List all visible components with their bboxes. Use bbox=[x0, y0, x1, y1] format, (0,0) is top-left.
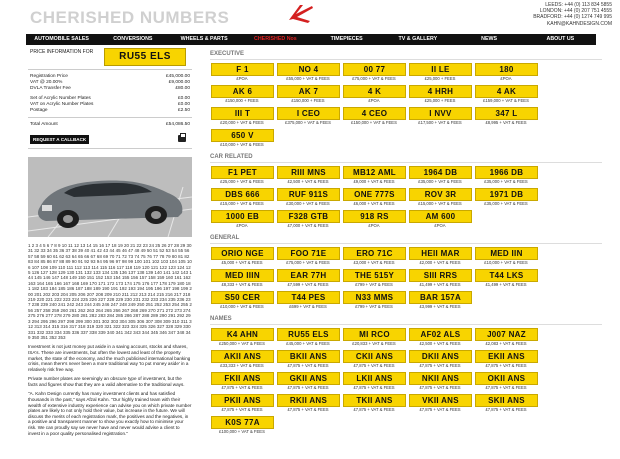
plate-listing[interactable] bbox=[474, 84, 540, 106]
number-plate[interactable]: AK 7 bbox=[277, 85, 340, 98]
cost-value: £0.00 bbox=[177, 102, 190, 107]
plate-listing[interactable] bbox=[210, 62, 276, 84]
plate-listing[interactable] bbox=[276, 290, 342, 312]
plate-listing[interactable] bbox=[210, 371, 276, 393]
cost-value: £2.50 bbox=[177, 108, 190, 113]
nav-tv-gallery[interactable]: TV & GALLERY bbox=[398, 36, 438, 42]
plate-listing[interactable] bbox=[408, 106, 474, 128]
paragraph: Investment is not just money put aside in a saving account, stocks and shares, ISA's. These are investments, but often the lowest and least of the property market, the state of the economy, and the much publicised international banking crisis, mean there's never been a more traditional way 'to put money aside' in a relatively risk free way. bbox=[28, 344, 191, 372]
number-plate[interactable]: K4 AHN bbox=[211, 328, 274, 341]
plate-listing[interactable] bbox=[276, 371, 342, 393]
printer-icon[interactable] bbox=[178, 135, 186, 142]
number-plate[interactable]: SIII RRS bbox=[409, 269, 472, 282]
plate-listing[interactable] bbox=[408, 165, 474, 187]
number-plate[interactable]: AF02 ALS bbox=[409, 328, 472, 341]
plate-price: £33,333 + VAT & FEES bbox=[220, 363, 264, 368]
plate-price: £7,875 + VAT & FEES bbox=[221, 407, 263, 412]
number-plate[interactable]: T44 PES bbox=[277, 291, 340, 304]
cost-label: Postage bbox=[30, 108, 48, 113]
grid-spacer bbox=[540, 84, 606, 106]
cost-label: Set of Acrylic Number Plates bbox=[30, 96, 91, 101]
plate-listing[interactable] bbox=[276, 349, 342, 371]
plate-price: £20,833 + VAT & FEES bbox=[352, 341, 396, 346]
plate-listing[interactable] bbox=[210, 268, 276, 290]
plate-listing[interactable] bbox=[210, 165, 276, 187]
cost-value: £45,000.00 bbox=[165, 74, 190, 79]
grid-spacer bbox=[540, 62, 606, 84]
plate-listing[interactable] bbox=[408, 246, 474, 268]
plate-price: £25,000 + FEES bbox=[424, 76, 456, 81]
plate-price: £6,000 + VAT & FEES bbox=[353, 201, 395, 206]
number-plate[interactable]: MED IIN bbox=[475, 247, 538, 260]
plate-listing[interactable] bbox=[276, 106, 342, 128]
number-plate[interactable]: I CEO bbox=[277, 107, 340, 120]
number-plate[interactable]: 00 77 bbox=[343, 63, 406, 76]
number-plate[interactable]: FKII ANS bbox=[211, 372, 274, 385]
number-plate[interactable]: RUF 911S bbox=[277, 188, 340, 201]
plate-price: £2,000 + VAT & FEES bbox=[419, 260, 461, 265]
plate-price: £5,000 + VAT & FEES bbox=[221, 260, 263, 265]
plate-listing[interactable] bbox=[342, 371, 408, 393]
plate-price: £699 + VAT & FEES bbox=[289, 304, 327, 309]
contact-email[interactable]: KAHN@KAHNDESIGN.COM bbox=[546, 20, 612, 27]
plate-listing[interactable] bbox=[474, 62, 540, 84]
plate-listing[interactable] bbox=[210, 393, 276, 415]
plate-listing[interactable] bbox=[474, 349, 540, 371]
plate-listing[interactable] bbox=[474, 268, 540, 290]
plate-listing[interactable] bbox=[342, 62, 408, 84]
number-plate[interactable]: MI RCO bbox=[343, 328, 406, 341]
plate-listing[interactable] bbox=[210, 187, 276, 209]
cost-label: VAT on Acrylic Number Plates bbox=[30, 102, 94, 107]
plate-price: £15,000 + VAT & FEES bbox=[418, 201, 462, 206]
plate-listing[interactable] bbox=[408, 187, 474, 209]
plate-price: £30,000 + VAT & FEES bbox=[286, 201, 330, 206]
number-plate[interactable]: RU55 ELS bbox=[277, 328, 340, 341]
number-plate[interactable]: LKII ANS bbox=[343, 372, 406, 385]
nav-conversions[interactable]: CONVERSIONS bbox=[113, 36, 153, 42]
grid-spacer bbox=[540, 165, 606, 187]
left-column bbox=[28, 47, 192, 436]
plate-listing[interactable] bbox=[408, 349, 474, 371]
plate-price: £150,000 + VAT & FEES bbox=[351, 120, 397, 125]
contact-info bbox=[533, 2, 612, 27]
plate-price: £8,995 + VAT & FEES bbox=[485, 120, 527, 125]
plate-price: £7,875 + VAT & FEES bbox=[287, 407, 329, 412]
plate-price: £250,000 + VAT & FEES bbox=[219, 341, 265, 346]
plate-grid bbox=[210, 62, 602, 150]
plate-price: £150,000 + FEES bbox=[291, 98, 325, 103]
plate-listing[interactable] bbox=[210, 128, 276, 150]
number-plate[interactable]: 1964 DB bbox=[409, 166, 472, 179]
number-plate[interactable]: CKII ANS bbox=[343, 350, 406, 363]
cost-value: £0.00 bbox=[177, 96, 190, 101]
price-info-header bbox=[28, 47, 192, 70]
plate-grid bbox=[210, 165, 602, 231]
plate-grid bbox=[210, 246, 602, 312]
plate-listing[interactable] bbox=[342, 349, 408, 371]
plate-price: £150,000 + FEES bbox=[225, 98, 259, 103]
plate-price: £159,000 + VAT & FEES bbox=[483, 98, 529, 103]
number-plate[interactable]: 1971 DB bbox=[475, 188, 538, 201]
section-title-general: GENERAL bbox=[210, 234, 602, 244]
site-logo[interactable]: CHERISHED NUMBERS bbox=[30, 8, 230, 27]
plate-listing[interactable] bbox=[408, 209, 474, 231]
plate-price: £3,999 + VAT & FEES bbox=[419, 304, 461, 309]
number-plate[interactable]: NO 4 bbox=[277, 63, 340, 76]
number-plate[interactable]: III T bbox=[211, 107, 274, 120]
plate-listing[interactable] bbox=[210, 327, 276, 349]
cost-breakdown bbox=[28, 74, 192, 92]
number-plate[interactable]: 4 K bbox=[343, 85, 406, 98]
number-plate[interactable]: 4 AK bbox=[475, 85, 538, 98]
number-plate[interactable]: PKII ANS bbox=[211, 394, 274, 407]
section-title-executive: EXECUTIVE bbox=[210, 50, 602, 60]
plate-listing[interactable] bbox=[276, 393, 342, 415]
plate-listing[interactable] bbox=[408, 268, 474, 290]
cost-label: DVLA Transfer Fee bbox=[30, 86, 71, 91]
plate-listing[interactable] bbox=[342, 246, 408, 268]
price-info-label: PRICE INFORMATION FOR bbox=[30, 49, 94, 55]
selected-plate: RU55 ELS bbox=[104, 48, 186, 66]
number-plate[interactable]: SKII ANS bbox=[475, 394, 538, 407]
plate-listing[interactable] bbox=[474, 327, 540, 349]
plate-costs bbox=[28, 96, 192, 114]
car-photo bbox=[28, 157, 192, 237]
number-plate[interactable]: NKII ANS bbox=[409, 372, 472, 385]
plate-price: £375,000 + VAT & FEES bbox=[285, 120, 331, 125]
plate-price: £20,000 + VAT & FEES bbox=[220, 120, 264, 125]
plate-price: £10,000 + VAT & FEES bbox=[220, 142, 264, 147]
plate-price: £799 + VAT & FEES bbox=[355, 304, 393, 309]
plate-price: £17,500 + VAT & FEES bbox=[418, 120, 462, 125]
number-plate[interactable]: N33 MMS bbox=[343, 291, 406, 304]
plate-price: £POA bbox=[434, 223, 446, 228]
number-plate[interactable]: ORIO NGE bbox=[211, 247, 274, 260]
plate-listing[interactable] bbox=[210, 84, 276, 106]
paragraph: Private number plates are seemingly an obscure type of investment, but the facts and figures show that they are a valid alternative to the traditional ways. bbox=[28, 376, 185, 387]
plate-price: £100,000 + VAT & FEES bbox=[219, 429, 265, 434]
plate-price: £7,875 + VAT & FEES bbox=[419, 385, 461, 390]
plate-listing[interactable] bbox=[210, 415, 276, 437]
cost-value: £9,000.00 bbox=[168, 80, 190, 85]
number-plate[interactable]: 1966 DB bbox=[475, 166, 538, 179]
number-plate[interactable]: I NVV bbox=[409, 107, 472, 120]
cost-label: VAT @ 20.00% bbox=[30, 80, 63, 85]
plate-listing[interactable] bbox=[342, 84, 408, 106]
number-plate[interactable]: HEII MAR bbox=[409, 247, 472, 260]
total-label: Total Amount bbox=[30, 122, 58, 127]
grid-spacer bbox=[540, 327, 606, 349]
investment-text bbox=[28, 344, 192, 436]
number-plate[interactable]: MED IIIN bbox=[211, 269, 274, 282]
nav-about-us[interactable]: ABOUT US bbox=[546, 36, 575, 42]
plate-listing[interactable] bbox=[408, 290, 474, 312]
number-plate[interactable]: MB12 AML bbox=[343, 166, 406, 179]
plate-price: £7,875 + VAT & FEES bbox=[485, 363, 527, 368]
number-plate[interactable]: II LE bbox=[409, 63, 472, 76]
plate-listing[interactable] bbox=[474, 371, 540, 393]
plate-listing[interactable] bbox=[342, 268, 408, 290]
plate-listing[interactable] bbox=[276, 84, 342, 106]
plate-listing[interactable] bbox=[342, 393, 408, 415]
number-plate[interactable]: OKII ANS bbox=[475, 372, 538, 385]
plates-listing bbox=[210, 50, 602, 440]
number-plate[interactable]: ERO 71C bbox=[343, 247, 406, 260]
plate-price: £7,875 + VAT & FEES bbox=[287, 363, 329, 368]
plate-listing[interactable] bbox=[408, 371, 474, 393]
plate-price: £7,599 + VAT & FEES bbox=[287, 282, 329, 287]
number-plate[interactable]: 4 HRH bbox=[409, 85, 472, 98]
number-plate[interactable]: THE 515Y bbox=[343, 269, 406, 282]
plate-listing[interactable] bbox=[408, 327, 474, 349]
number-plate[interactable]: AKII ANS bbox=[211, 350, 274, 363]
number-plate[interactable]: EAR 77H bbox=[277, 269, 340, 282]
plate-listing[interactable] bbox=[474, 106, 540, 128]
number-plate[interactable]: FOO 71E bbox=[277, 247, 340, 260]
plate-price: £7,875 + VAT & FEES bbox=[353, 407, 395, 412]
number-plate[interactable]: 347 L bbox=[475, 107, 538, 120]
grid-spacer bbox=[540, 187, 606, 209]
nav-wheels-parts[interactable]: WHEELS & PARTS bbox=[180, 36, 228, 42]
number-plate[interactable]: 918 RS bbox=[343, 210, 406, 223]
plate-price: £25,000 + FEES bbox=[424, 98, 456, 103]
plate-listing[interactable] bbox=[342, 187, 408, 209]
plate-listing[interactable] bbox=[474, 187, 540, 209]
number-plate[interactable]: BKII ANS bbox=[277, 350, 340, 363]
plate-price: £35,000 + VAT & FEES bbox=[484, 201, 528, 206]
plate-price: £7,875 + VAT & FEES bbox=[419, 407, 461, 412]
number-plate[interactable]: F 1 bbox=[211, 63, 274, 76]
plate-price: £1,499 + VAT & FEES bbox=[419, 282, 461, 287]
plate-price: £35,000 + VAT & FEES bbox=[484, 179, 528, 184]
plate-price: £8,333 + VAT & FEES bbox=[221, 282, 263, 287]
plate-listing[interactable] bbox=[408, 62, 474, 84]
grid-spacer bbox=[540, 371, 606, 393]
pagination[interactable]: 1 2 3 4 5 6 7 8 9 10 11 12 13 14 15 16 17 18 19 20 21 22 23 24 25 26 27 28 29 30 31 32 33 34 35 36 37 38 39 40 41 42 43 44 45 46 47 48 49 50 51 52 53 54 55 56 57 58 59 60 61 62 63 64 65 66 67 68 69 70 71 72 73 74 75 76 77 78 79 80 81 82 83 84 85 86 87 88 89 90 91 92 93 94 95 96 97 98 99 100 101 102 103 104 105 106 107 108 109 110 111 112 113 114 115 116 117 118 119 120 121 122 123 124 125 126 127 128 129 130 131 132 133 134 135 136 137 138 139 140 141 142 143 144 145 146 147 148 149 150 151 152 153 154 155 156 157 158 159 160 161 162 163 164 165 166 167 168 169 170 171 172 173 174 175 176 177 178 179 180 181 182 183 184 185 186 187 188 189 190 191 192 193 194 195 196 197 198 199 200 201 202 203 204 205 206 207 208 209 210 211 212 213 214 215 216 217 218 219 220 221 222 223 224 225 226 227 228 229 230 231 232 233 234 235 236 237 238 239 240 241 242 243 244 245 246 247 248 249 250 251 252 253 254 255 256 257 258 259 260 261 262 263 264 265 266 267 268 269 270 271 272 273 274 275 276 277 278 279 280 281 282 283 284 285 286 287 288 289 290 291 292 293 294 295 296 297 298 299 300 301 302 303 304 305 306 307 308 309 310 311 312 313 314 315 316 317 318 319 320 321 322 323 324 325 326 327 328 329 330 331 332 333 334 335 336 337 338 339 340 341 342 343 344 345 346 347 348 349 350 351 352 353 bbox=[28, 243, 192, 340]
number-plate[interactable]: 4 CEO bbox=[343, 107, 406, 120]
plate-price: £75,000 + VAT & FEES bbox=[286, 260, 330, 265]
number-plate[interactable]: AM 600 bbox=[409, 210, 472, 223]
plate-price: £7,875 + VAT & FEES bbox=[485, 407, 527, 412]
contact-london: LONDON: +44 (0) 207 751 4555 bbox=[539, 8, 612, 15]
number-plate[interactable]: RIII MNS bbox=[277, 166, 340, 179]
plate-listing[interactable] bbox=[210, 209, 276, 231]
contact-bradford: BRADFORD: +44 (0) 1274 749 995 bbox=[533, 14, 612, 21]
number-plate[interactable]: 1000 EB bbox=[211, 210, 274, 223]
number-plate[interactable]: ONE 777S bbox=[343, 188, 406, 201]
section-title-names: NAMES bbox=[210, 315, 602, 325]
plate-listing[interactable] bbox=[342, 327, 408, 349]
plate-listing[interactable] bbox=[342, 209, 408, 231]
plate-price: £7,875 + VAT & FEES bbox=[353, 363, 395, 368]
plate-price: £9,000 + VAT & FEES bbox=[353, 179, 395, 184]
plate-listing[interactable] bbox=[210, 290, 276, 312]
grid-spacer bbox=[540, 246, 606, 268]
plate-listing[interactable] bbox=[210, 106, 276, 128]
plate-price: £1,499 + VAT & FEES bbox=[485, 282, 527, 287]
plate-listing[interactable] bbox=[408, 393, 474, 415]
grid-spacer bbox=[540, 393, 606, 415]
plate-price: £15,000 + VAT & FEES bbox=[220, 201, 264, 206]
main-nav bbox=[26, 34, 596, 45]
nav-automobile-sales[interactable]: AUTOMOBILE SALES bbox=[34, 36, 89, 42]
number-plate[interactable]: BAR 157A bbox=[409, 291, 472, 304]
number-plate[interactable]: F328 GTB bbox=[277, 210, 340, 223]
plate-listing[interactable] bbox=[276, 165, 342, 187]
plate-price: £POA bbox=[236, 223, 248, 228]
plate-price: £7,875 + VAT & FEES bbox=[353, 385, 395, 390]
plate-price: £799 + VAT & FEES bbox=[355, 282, 393, 287]
car-illustration bbox=[28, 157, 192, 237]
plate-price: £7,000 + VAT & FEES bbox=[287, 223, 329, 228]
plate-price: £75,000 + VAT & FEES bbox=[352, 76, 396, 81]
plate-price: £25,000 + VAT & FEES bbox=[220, 179, 264, 184]
grid-spacer bbox=[540, 268, 606, 290]
cost-value: £80.00 bbox=[175, 86, 190, 91]
plate-listing[interactable] bbox=[210, 246, 276, 268]
plate-grid bbox=[210, 327, 602, 437]
number-plate[interactable]: 650 V bbox=[211, 129, 274, 142]
plate-price: £7,875 + VAT & FEES bbox=[419, 363, 461, 368]
plate-listing[interactable] bbox=[210, 349, 276, 371]
nav-cherished-nos[interactable]: CHERISHED Nos bbox=[254, 36, 297, 42]
plate-price: £55,000 + VAT & FEES bbox=[286, 76, 330, 81]
plate-listing[interactable] bbox=[342, 290, 408, 312]
plate-price: £35,000 + VAT & FEES bbox=[418, 179, 462, 184]
section-title-car-related: CAR RELATED bbox=[210, 153, 602, 163]
plate-listing[interactable] bbox=[276, 62, 342, 84]
number-plate[interactable]: F1 PET bbox=[211, 166, 274, 179]
number-plate[interactable]: DKII ANS bbox=[409, 350, 472, 363]
grid-spacer bbox=[540, 349, 606, 371]
site-header bbox=[0, 0, 620, 33]
number-plate[interactable]: J007 NAZ bbox=[475, 328, 538, 341]
number-plate[interactable]: GKII ANS bbox=[277, 372, 340, 385]
plate-listing[interactable] bbox=[276, 187, 342, 209]
plate-listing[interactable] bbox=[342, 165, 408, 187]
total-row bbox=[28, 117, 192, 128]
request-callback-button[interactable]: REQUEST A CALLBACK bbox=[30, 135, 89, 144]
plate-price: £7,875 + VAT & FEES bbox=[287, 385, 329, 390]
number-plate[interactable]: RKII ANS bbox=[277, 394, 340, 407]
number-plate[interactable]: T44 LKS bbox=[475, 269, 538, 282]
total-value: £54,086.50 bbox=[165, 122, 190, 127]
plate-price: £45,000 + VAT & FEES bbox=[286, 341, 330, 346]
number-plate[interactable]: S50 CER bbox=[211, 291, 274, 304]
plate-price: £POA bbox=[368, 223, 380, 228]
plate-price: £POA bbox=[368, 98, 380, 103]
plate-price: £POA bbox=[236, 76, 248, 81]
plate-listing[interactable] bbox=[276, 209, 342, 231]
plate-listing[interactable] bbox=[474, 393, 540, 415]
plate-listing[interactable] bbox=[276, 268, 342, 290]
plate-price: £2,500 + VAT & FEES bbox=[287, 179, 329, 184]
plate-price: £POA bbox=[500, 76, 512, 81]
callback-bar bbox=[28, 132, 192, 149]
plate-listing[interactable] bbox=[276, 246, 342, 268]
plate-listing[interactable] bbox=[342, 106, 408, 128]
plate-price: £7,875 + VAT & FEES bbox=[485, 385, 527, 390]
plate-price: £7,875 + VAT & FEES bbox=[221, 385, 263, 390]
plate-price: £2,500 + VAT & FEES bbox=[419, 341, 461, 346]
number-plate[interactable]: K0S 77A bbox=[211, 416, 274, 429]
nav-timepieces[interactable]: TIMEPIECES bbox=[330, 36, 363, 42]
number-plate[interactable]: TKII ANS bbox=[343, 394, 406, 407]
cost-label: Registration Price bbox=[30, 74, 68, 79]
plate-listing[interactable] bbox=[474, 246, 540, 268]
plate-price: £10,000 + VAT & FEES bbox=[484, 260, 528, 265]
number-plate[interactable]: AK 6 bbox=[211, 85, 274, 98]
plate-price: £3,000 + VAT & FEES bbox=[353, 260, 395, 265]
nav-news[interactable]: NEWS bbox=[481, 36, 498, 42]
plate-listing[interactable] bbox=[474, 165, 540, 187]
number-plate[interactable]: VKII ANS bbox=[409, 394, 472, 407]
kahn-emblem-icon[interactable] bbox=[286, 2, 316, 24]
number-plate[interactable]: ROV 3R bbox=[409, 188, 472, 201]
contact-leeds: LEEDS: +44 (0) 113 834 5855 bbox=[545, 2, 612, 8]
number-plate[interactable]: EKII ANS bbox=[475, 350, 538, 363]
number-plate[interactable]: 180 bbox=[475, 63, 538, 76]
paragraph: "A. Kahn Design currently has many investment clients and has satisfied thousands in the past," says Afzal Kahn. "Our highly trained team with their wealth of extensive industry experience can advise you on which private number plates are likely to not only hold their value, but increase in the future. We will discuss the merits of each registration mark, the positives and the negatives, in a positive and transparent manner to show you exactly how to minimise your risk. We can proudly say we never have and never would advise a client to invest in a poor quality personalised registration." bbox=[28, 391, 192, 436]
plate-listing[interactable] bbox=[276, 327, 342, 349]
plate-price: £2,083 + VAT & FEES bbox=[485, 341, 527, 346]
grid-spacer bbox=[540, 106, 606, 128]
plate-price: £10,000 + VAT & FEES bbox=[220, 304, 264, 309]
cost-row bbox=[28, 108, 192, 114]
number-plate[interactable]: DBS 666 bbox=[211, 188, 274, 201]
plate-listing[interactable] bbox=[408, 84, 474, 106]
